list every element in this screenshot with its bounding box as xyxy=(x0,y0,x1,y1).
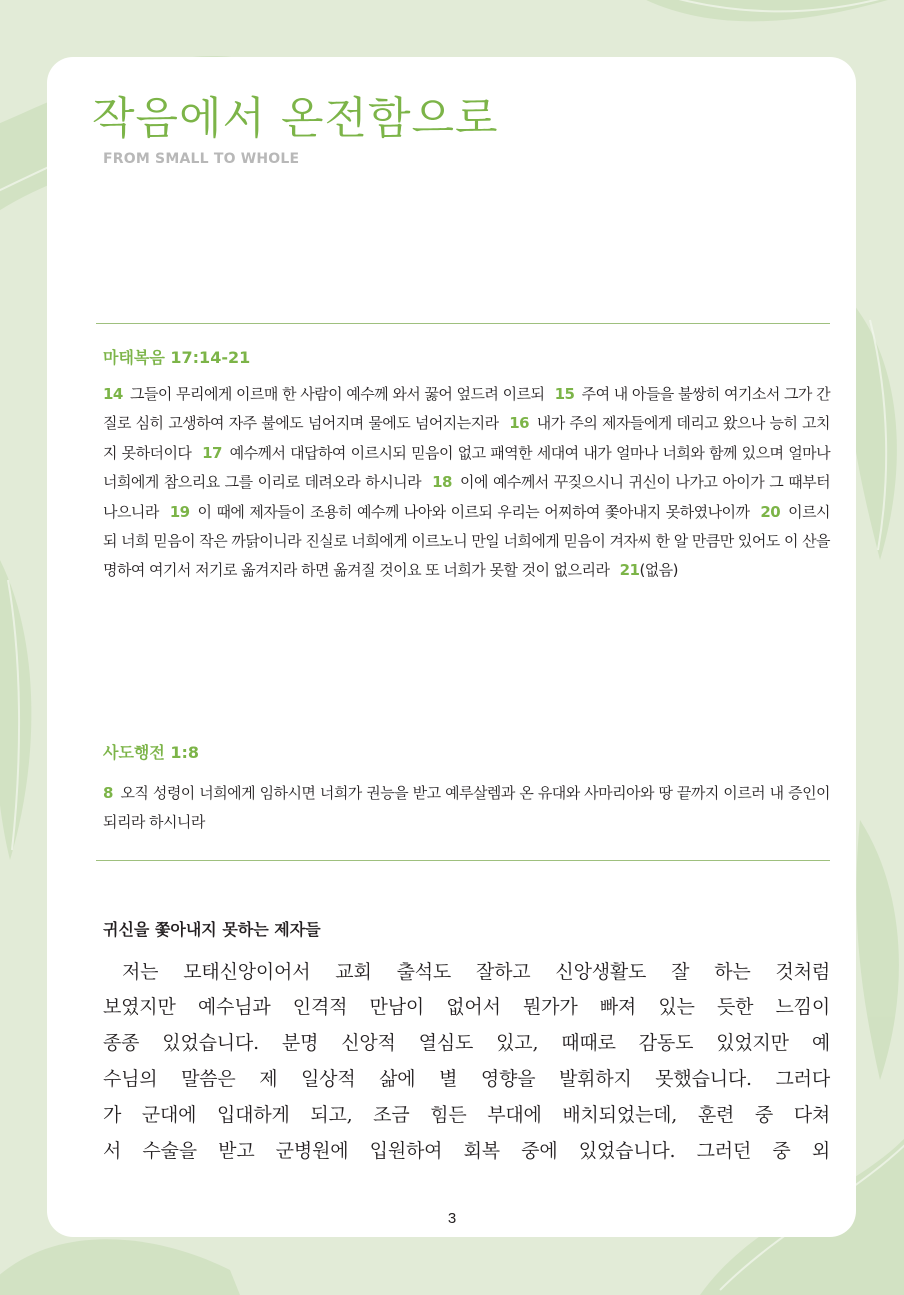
verse-number: 19 xyxy=(169,502,190,521)
verse-text: 주여 내 아들을 불쌍히 여기소서 그가 간질로 심히 고생하여 자주 불에도 넘어지며 물에도 넘어지는지라 xyxy=(103,385,831,433)
body-line: 종종 있었습니다. 분명 신앙적 열심도 있고, 때때로 감동도 있었지만 예 xyxy=(103,1032,830,1054)
verse-text: 예수께서 대답하여 이르시되 믿음이 없고 패역한 세대여 내가 얼마나 너희와 함께 있으며 얼마나 너희에게 참으리요 그를 이리로 데려오라 하시니라 xyxy=(103,443,831,492)
verse-number: 8 xyxy=(103,784,113,802)
verse-number: 15 xyxy=(554,385,575,403)
body-line: 서 수술을 받고 군병원에 입원하여 회복 중에 있었습니다. 그러던 중 외 xyxy=(103,1140,830,1162)
verse-number: 18 xyxy=(432,473,452,492)
verse-number: 16 xyxy=(509,414,530,433)
body-line: 가 군대에 입대하게 되고, 조금 힘든 부대에 배치되었는데, 훈련 중 다쳐 xyxy=(103,1104,830,1126)
verse-text: 이 때에 제자들이 조용히 예수께 나아와 이르되 우리는 어찌하여 쫓아내지 못하였나이까 xyxy=(197,502,750,521)
verse-text: 이르시되 너희 믿음이 작은 까닭이니라 진실로 너희에게 이르노니 만일 너희에게 믿음이 겨자씨 한 알 만큼만 있어도 이 산을 명하여 여기서 저기로 옮겨지라 하면 옮겨질 것이요 또 너희가 못할 것이 없으리라 xyxy=(103,502,830,580)
page-title: 작음에서 온전함으로 xyxy=(92,93,499,144)
verse-number: 17 xyxy=(202,443,222,462)
scripture-passage-matthew xyxy=(103,380,830,586)
scripture-passage-acts xyxy=(103,779,830,838)
page-subtitle: FROM SMALL TO WHOLE xyxy=(103,151,300,167)
body-line: 수님의 말씀은 제 일상적 삶에 별 영향을 발휘하지 못했습니다. 그러다 xyxy=(103,1068,830,1090)
verse-text: 내가 주의 제자들에게 데리고 왔으나 능히 고치지 못하더이다 xyxy=(103,414,831,462)
verse-text: 오직 성령이 너희에게 임하시면 너희가 권능을 받고 예루살렘과 온 유대와 사마리아와 땅 끝까지 이르러 내 증인이 되리라 하시니라 xyxy=(103,784,830,832)
section-heading: 귀신을 쫓아내지 못하는 제자들 xyxy=(103,920,321,939)
verse-text: 이에 예수께서 꾸짖으시니 귀신이 나가고 아이가 그 때부터 나으니라 xyxy=(103,473,831,521)
verse-number: 20 xyxy=(760,502,781,521)
verse-text: 그들이 무리에게 이르매 한 사람이 예수께 와서 꿇어 엎드려 이르되 xyxy=(130,385,545,403)
top-divider xyxy=(96,323,830,324)
scripture-reference-matthew: 마태복음 17:14-21 xyxy=(103,348,251,367)
page-number: 3 xyxy=(447,1210,457,1227)
verse-number: 14 xyxy=(103,385,123,403)
body-line: 보였지만 예수님과 인격적 만남이 없어서 뭔가가 빠져 있는 듯한 느낌이 xyxy=(103,996,830,1018)
verse-text: (없음) xyxy=(639,561,678,580)
bottom-divider xyxy=(96,860,830,861)
body-line: 저는 모태신앙이어서 교회 출석도 잘하고 신앙생활도 잘 하는 것처럼 xyxy=(122,961,830,983)
verse-number: 21 xyxy=(619,561,640,580)
scripture-reference-acts: 사도행전 1:8 xyxy=(103,743,200,762)
